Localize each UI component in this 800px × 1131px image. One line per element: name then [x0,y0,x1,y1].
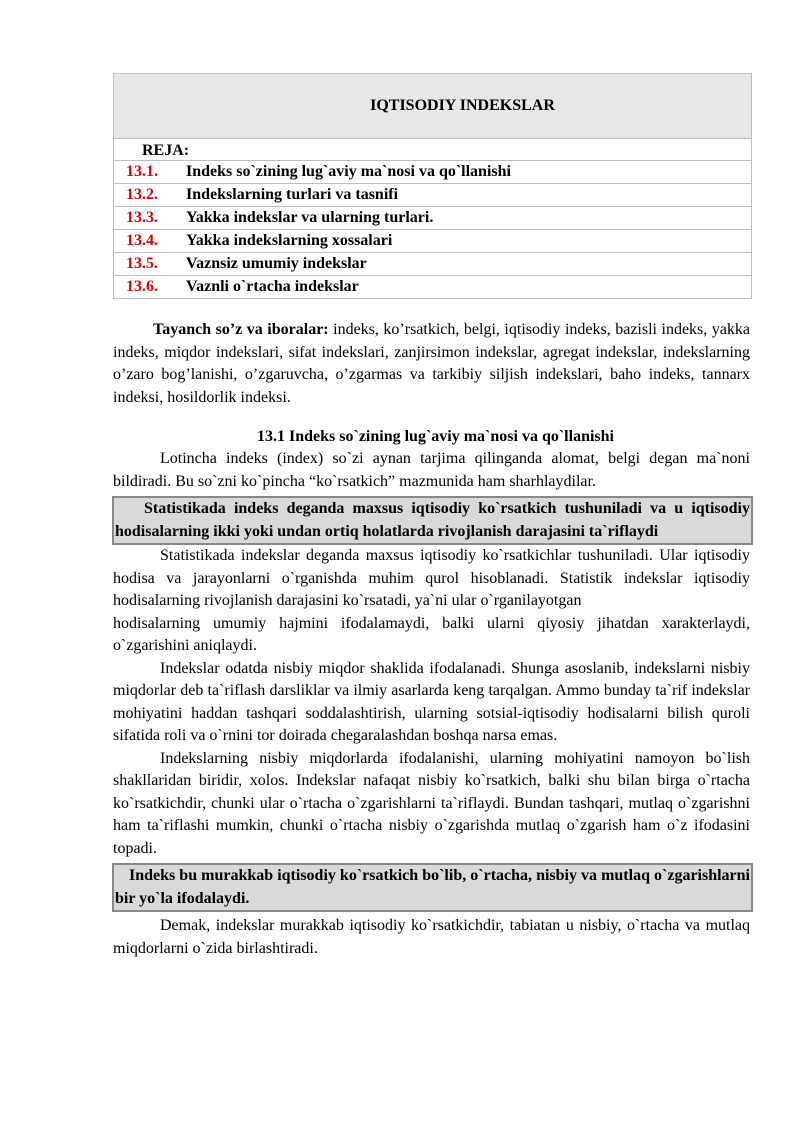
plan-item [114,207,751,230]
plan-item-number: 13.3. [126,209,158,226]
paragraph: hodisalarning umumiy hajmini ifodalamaydi, balki ularni qiyosiy jihatdan xarakterlaydi, o`zgarishini aniqlaydi. [113,614,750,654]
plan-item-number: 13.6. [126,278,158,295]
definition-callout [112,863,753,912]
paragraph: Indekslarning nisbiy miqdorlarda ifodalanishi, ularning mohiyatini namoyon bo`lish shakllaridan biridir, xolos. Indekslar nafaqat nisbiy ko`rsatkich, balki shu bilan birga o`rtacha ko`rsatkichdir, chunki ular o`rtacha o`zgarishlarni ta`riflaydi. Bundan tashqari, mutlaq o`zgarishni ham ta`riflashi mumkin, chunki o`rtacha nisbiy o`zgarishda mutlaq o`zgarish ham o`z ifodasini topadi. [113,749,750,857]
paragraph: Lotincha indeks (index) so`zi aynan tarjima qilinganda alomat, belgi degan ma`noni bildiradi. Bu so`zni ko`pincha “ko`rsatkich” mazmunida ham sharhlaydilar. [113,450,750,490]
paragraph: Demak, indekslar murakkab iqtisodiy ko`rsatkichdir, tabiatan u nisbiy, o`rtacha va mutlaq miqdorlarni o`zida birlashtiradi. [113,917,750,957]
plan-title: IQTISODIY INDEKSLAR [114,74,751,139]
plan-item-number: 13.1. [126,163,158,180]
callout-text: Indeks bu murakkab iqtisodiy ko`rsatkich bo`lib, o`rtacha, nisbiy va mutlaq o`zgarishlarni bir yo`la ifodalaydi. [115,867,750,907]
plan-item-text: Indekslarning turlari va tasnifi [186,186,399,203]
paragraph: Statistikada indekslar deganda maxsus iqtisodiy ko`rsatkichlar tushuniladi. Ular iqtisodiy hodisa va jarayonlarni o`rganishda muhim qurol hisoblanadi. Statistik indekslar iqtisodiy hodisalarning rivojlanish darajasini ko`rsatadi, ya`ni ular o`rganilayotgan [113,547,750,609]
plan-item-number: 13.4. [126,232,158,249]
plan-item [114,161,751,184]
plan-item-text: Vaznli o`rtacha indekslar [186,278,359,295]
section-title: 13.1 Indeks so`zining lug`aviy ma`nosi va qo`llanishi [257,428,614,445]
keywords-text: indeks, ko’rsatkich, belgi, iqtisodiy indeks, bazisli indeks, yakka indeks, miqdor indekslari, sifat indekslari, zanjirsimon indekslar, agregat indekslar, indekslarning o’zaro bog’lanishi, o’zgaruvcha, o’zgarmas va tarkibiy siljish indekslari, baho indeks, tannarx indeksi, hosildorlik indeksi. [113,321,751,406]
plan-item-text: Indeks so`zining lug`aviy ma`nosi va qo`llanishi [186,163,511,180]
plan-item [114,276,751,298]
paragraph: Indekslar odatda nisbiy miqdor shaklida ifodalanadi. Shunga asoslanib, indekslarni nisbiy miqdorlar deb ta`riflash darsliklar va ilmiy asarlarda keng tarqalgan. Ammo bunday ta`rif indekslar mohiyatini haddan tashqari soddalashtirish, ularning sotsial-iqtisodiy hodisalarni bilish quroli sifatida roli va o`rnini tor doirada chegaralashdan boshqa narsa emas. [113,659,750,744]
reja-label: REJA: [114,139,751,161]
callout-text: Statistikada indeks deganda maxsus iqtisodiy ko`rsatkich tushuniladi va u iqtisodiy hodisalarning ikki yoki undan ortiq holatlarda rivojlanish darajasini ta`riflaydi [115,500,750,540]
plan-item [114,230,751,253]
plan-item [114,184,751,207]
plan-item-text: Vaznsiz umumiy indekslar [186,255,367,272]
keywords-label: Tayanch so’z va iboralar: [153,321,329,338]
keywords-paragraph [113,319,750,409]
plan-item-number: 13.2. [126,186,158,203]
plan-item-text: Yakka indekslarning xossalari [186,232,393,249]
plan-table [113,73,752,299]
definition-callout [112,496,753,545]
document-page [113,73,750,960]
plan-item-number: 13.5. [126,255,158,272]
plan-item-text: Yakka indekslar va ularning turlari. [186,209,434,226]
plan-item [114,253,751,276]
